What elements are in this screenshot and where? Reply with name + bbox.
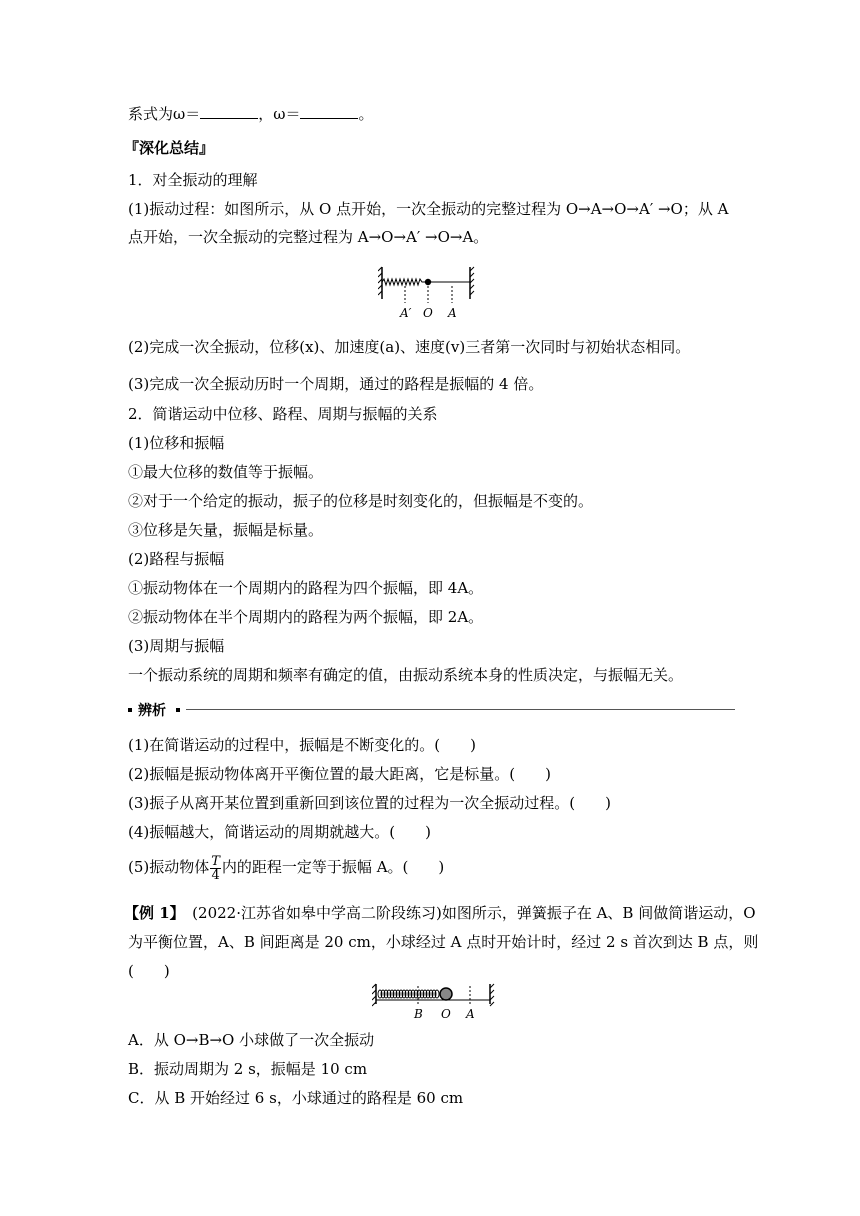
item-1c: (3)完成一次全振动历时一个周期，通过的路程是振幅的 4 倍。 [128,375,544,393]
formula-mid: ，ω＝ [258,105,301,123]
example-line-2: 为平衡位置，A、B 间距离是 20 cm，小球经过 A 点时开始计时，经过 2 s 首次到达 B 点，则 [128,933,759,951]
item-2b-2: ②振动物体在半个周期内的路程为两个振幅，即 2A。 [128,608,484,626]
option-c: C．从 B 开始经过 6 s，小球通过的路程是 60 cm [128,1089,464,1107]
right-wall [490,984,494,1006]
item-1-title: 1．对全振动的理解 [128,171,258,189]
item-2c: (3)周期与振幅 [128,637,225,655]
judge-q3: (3)振子从离开某位置到重新回到该位置的过程为一次全振动过程。( ) [128,794,611,812]
spring-coil [378,990,439,998]
label-o: O [423,306,433,320]
item-2a: (1)位移和振幅 [128,434,225,452]
answer-blank-1 [200,104,258,119]
right-wall [470,267,474,299]
judge-q5 [128,852,444,882]
ball [425,279,431,285]
item-2b: (2)路程与振幅 [128,550,225,568]
item-1a-line-1: (1)振动过程：如图所示，从 O 点开始，一次全振动的完整过程为 O→A→O→A′ →O；从 A [128,200,729,218]
formula-line [128,104,373,124]
item-2a-3: ③位移是矢量，振幅是标量。 [128,521,324,539]
bullet-square-right [176,708,180,712]
label-a: A [466,1007,475,1021]
label-a-prime: A′ [400,306,412,320]
option-a: A．从 O→B→O 小球做了一次全振动 [128,1031,375,1049]
formula-suffix: 。 [358,105,374,123]
fraction-t-over-4 [210,855,221,882]
label-o: O [441,1007,451,1021]
bianxi-section-rule [128,702,735,718]
answer-blank-2 [300,104,358,119]
label-a: A [448,306,457,320]
judge-q5-pre: (5)振动物体 [128,858,210,876]
item-2b-1: ①振动物体在一个周期内的路程为四个振幅，即 4A。 [128,579,484,597]
item-2a-2: ②对于一个给定的振动，振子的位移是时刻变化的，但振幅是不变的。 [128,492,594,510]
judge-q4: (4)振幅越大，简谐运动的周期就越大。( ) [128,823,431,841]
formula-prefix: 系式为ω＝ [128,105,201,123]
item-2-title: 2．简谐运动中位移、路程、周期与振幅的关系 [128,405,438,423]
spring-diagram-1 [378,265,478,323]
judge-q5-post: 内的距程一定等于振幅 A。( ) [221,858,445,876]
item-2a-1: ①最大位移的数值等于振幅。 [128,463,324,481]
spring [382,279,428,285]
spring-diagram-2 [372,982,498,1022]
option-b: B．振动周期为 2 s，振幅是 10 cm [128,1060,368,1078]
summary-heading: 『深化总结』 [124,139,215,157]
left-wall [378,267,382,299]
divider-line [186,709,735,710]
bullet-square-left [128,708,132,712]
example-text-1: (2022·江苏省如皋中学高二阶段练习)如图所示，弹簧振子在 A、B 间做简谐运动，O [177,904,756,922]
example-line-1 [124,903,756,923]
judge-q2: (2)振幅是振动物体离开平衡位置的最大距离，它是标量。( ) [128,765,551,783]
example-line-3: ( ) [128,962,170,980]
item-2c-1: 一个振动系统的周期和频率有确定的值，由振动系统本身的性质决定，与振幅无关。 [128,666,684,684]
example-tag: 【例 1】 [124,904,178,922]
ball [440,988,452,1000]
item-1a-line-2: 点开始，一次全振动的完整过程为 A→O→A′ →O→A。 [128,228,489,246]
judge-q1: (1)在简谐运动的过程中，振幅是不断变化的。( ) [128,736,476,754]
label-b: B [414,1007,423,1021]
left-wall [372,984,376,1006]
fraction-denominator: 4 [211,867,220,883]
bianxi-label: 辨析 [138,703,166,719]
fraction-numerator: T [211,853,220,869]
item-1b: (2)完成一次全振动，位移(x)、加速度(a)、速度(v)三者第一次同时与初始状态相同。 [128,338,691,356]
